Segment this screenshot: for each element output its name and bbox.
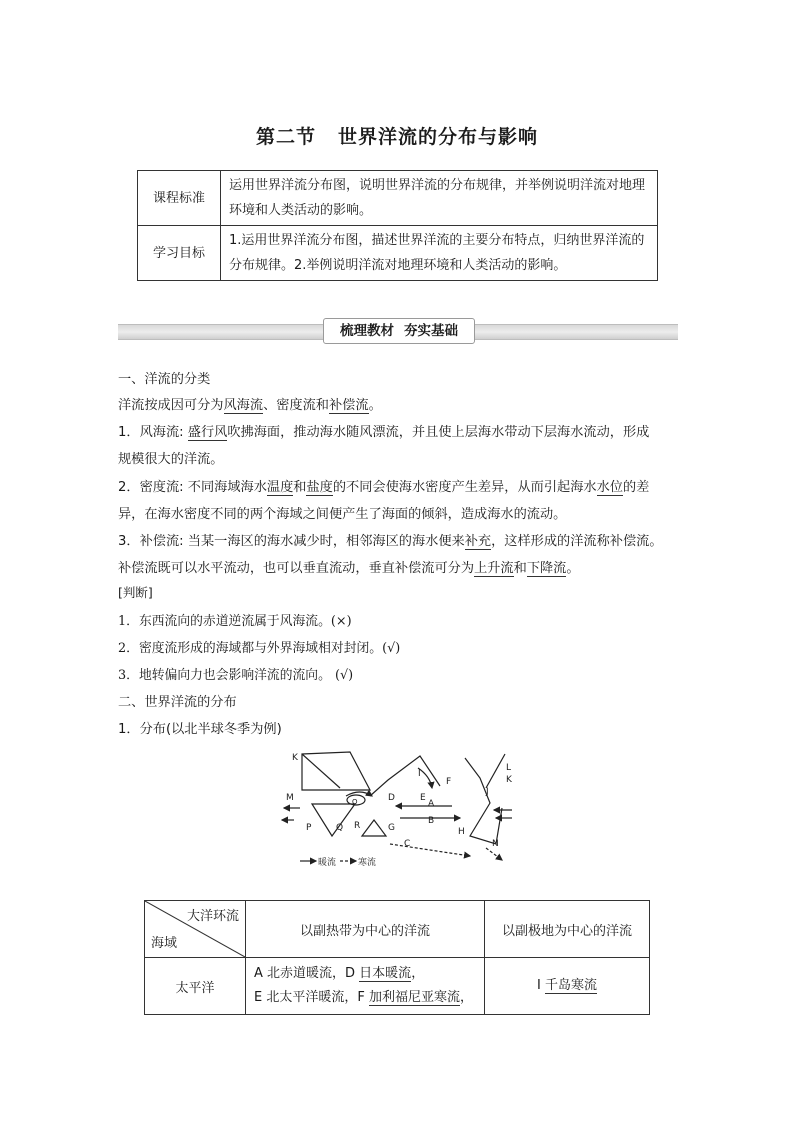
diagram-label: L: [506, 763, 512, 773]
right-gyre-path: [465, 758, 502, 844]
diagram-label: D: [388, 793, 395, 803]
table-row: [145, 958, 650, 1015]
south-gyre-shape: [312, 804, 355, 836]
subheading-distribution: 1．分布(以北半球冬季为例): [118, 722, 282, 737]
diagram-label: G: [388, 823, 395, 833]
header-top-label: 大洋环流: [186, 909, 239, 924]
current-arrow: [390, 844, 470, 856]
paragraph-compensation-current-cont: 补偿流既可以水平流动，也可以垂直流动，垂直补偿流可分为上升流和下降流。: [118, 561, 580, 576]
diagram-label: P: [306, 823, 312, 833]
goal-label: 学习目标: [138, 226, 221, 281]
current-arrow: [486, 848, 502, 860]
diagram-label: I: [418, 769, 421, 779]
standard-label: 课程标准: [138, 171, 221, 226]
section-heading-1: 一、洋流的分类: [118, 372, 211, 387]
diagram-label: J: [486, 787, 489, 797]
table-header-row: [145, 901, 650, 958]
diagram-label: B: [428, 816, 435, 826]
ocean-current-diagram: [280, 748, 520, 870]
legend-warm-label: 暖流: [318, 858, 337, 868]
judge-item: 2．密度流形成的海域都与外界海域相对封闭。(√): [118, 641, 401, 656]
ocean-circulation-table: [144, 900, 650, 1015]
paragraph-wind-current-cont: 规模很大的洋流。: [118, 452, 224, 467]
column-header: 以副极地为中心的洋流: [485, 901, 650, 958]
paragraph-density-current: 2．密度流: 不同海域海水温度和盐度的不同会使海水密度产生差异，从而引起海水水位的差: [118, 480, 650, 495]
small-gyre-shape: [362, 820, 386, 836]
diagram-label: H: [458, 827, 465, 837]
diagram-label: N: [492, 839, 499, 849]
subpolar-cell: I 千岛寒流: [485, 958, 650, 1015]
paragraph-wind-current: 1．风海流: 盛行风吹拂海面，推动海水随风漂流，并且使上层海水带动下层海水流动，形成: [118, 425, 650, 440]
paragraph-density-current-cont: 异，在海水密度不同的两个海域之间便产生了海面的倾斜，造成海水的流动。: [118, 507, 567, 522]
judge-item: 1．东西流向的赤道逆流属于风海流。(×): [118, 614, 352, 629]
diagram-label: E: [420, 793, 426, 803]
middle-gyre-path: [370, 756, 440, 796]
diagram-label: R: [354, 821, 361, 831]
diagram-label: Q: [336, 823, 344, 833]
diagram-label: F: [446, 777, 452, 787]
left-gyre-diagonal: [302, 754, 340, 788]
legend-cold-label: 寒流: [358, 858, 377, 868]
table-row: [138, 171, 658, 226]
column-header: 以副热带为中心的洋流: [246, 901, 485, 958]
judge-heading: [判断]: [118, 585, 153, 600]
banner-label: 梳理教材 夯实基础: [323, 318, 475, 344]
right-coast-line: [486, 754, 505, 788]
diagram-label: M: [286, 793, 294, 803]
diagram-label: K: [506, 775, 512, 785]
section-banner: [118, 318, 678, 344]
table-row: [138, 226, 658, 281]
standard-text: 运用世界洋流分布图，说明世界洋流的分布规律，并举例说明洋流对地理环境和人类活动的影响。: [221, 171, 658, 226]
judge-item: 3．地转偏向力也会影响洋流的流向。 (√): [118, 668, 354, 683]
header-bottom-label: 海域: [151, 936, 178, 951]
diagonal-header-cell: [145, 901, 246, 958]
paragraph-intro: 洋流按成因可分为风海流、密度流和补偿流。: [118, 398, 382, 413]
page-title: 第二节 世界洋流的分布与影响: [255, 126, 539, 148]
diagram-label: C: [404, 839, 411, 849]
diagram-label: A: [428, 799, 435, 809]
section-heading-2: 二、世界洋流的分布: [118, 695, 237, 710]
diagram-label: K: [292, 753, 298, 763]
region-cell: 太平洋: [145, 958, 246, 1015]
subtropical-cell: A 北赤道暖流，D 日本暖流， E 北太平洋暖流，F 加利福尼亚寒流，: [246, 958, 485, 1015]
paragraph-compensation-current: 3．补偿流: 当某一海区的海水减少时，相邻海区的海水便来补充，这样形成的洋流称补偿流。: [118, 534, 663, 549]
diagram-label: O: [352, 798, 358, 806]
curriculum-table: [137, 170, 658, 281]
goal-text: 1.运用世界洋流分布图，描述世界洋流的主要分布特点，归纳世界洋流的分布规律。2.举例说明洋流对地理环境和人类活动的影响。: [221, 226, 658, 281]
